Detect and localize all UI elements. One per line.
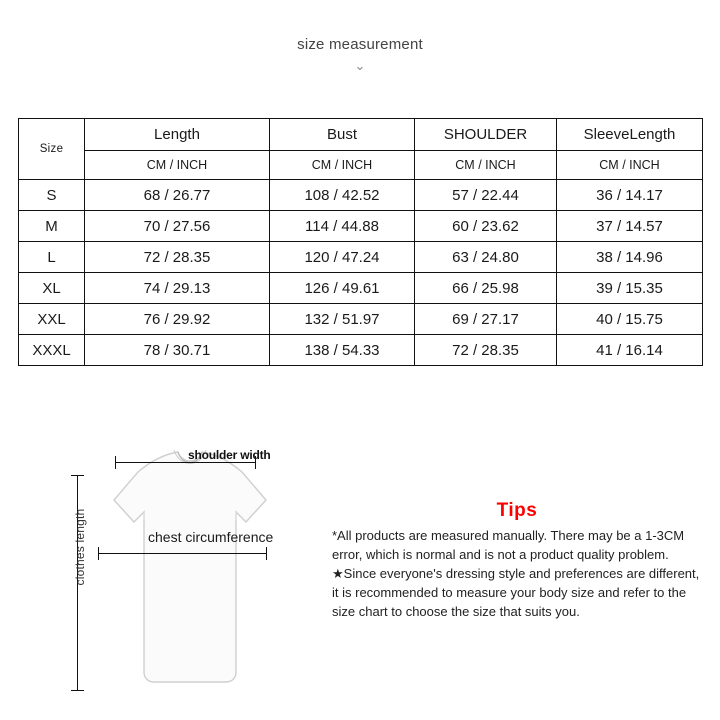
column-header-shoulder: SHOULDER — [415, 119, 557, 151]
cell-bust: 120 / 47.24 — [270, 242, 415, 273]
cell-bust: 132 / 51.97 — [270, 304, 415, 335]
table-row — [19, 180, 703, 211]
cell-length: 68 / 26.77 — [85, 180, 270, 211]
cell-bust: 114 / 44.88 — [270, 211, 415, 242]
table-row — [19, 273, 703, 304]
tips-title: Tips — [496, 500, 538, 521]
cell-sleeve: 41 / 16.14 — [557, 335, 703, 366]
chevron-down-icon: ⌄ — [354, 58, 366, 73]
table-row — [19, 335, 703, 366]
chest-circumference-label: chest circumference — [148, 529, 274, 545]
cell-bust: 138 / 54.33 — [270, 335, 415, 366]
cell-bust: 108 / 42.52 — [270, 180, 415, 211]
measurement-illustration-section — [0, 400, 720, 720]
table-header-unit-row — [19, 151, 703, 180]
unit-header-sleevelength: CM / INCH — [557, 151, 703, 180]
column-header-sleevelength: SleeveLength — [557, 119, 703, 151]
unit-header-bust: CM / INCH — [270, 151, 415, 180]
cell-bust: 126 / 49.61 — [270, 273, 415, 304]
cell-sleeve: 38 / 14.96 — [557, 242, 703, 273]
chest-tick-right — [266, 547, 267, 560]
chest-dimension-line — [98, 553, 266, 554]
table-row — [19, 304, 703, 335]
column-header-size: Size — [19, 119, 85, 180]
cell-size: M — [19, 211, 85, 242]
page-title: size measurement — [297, 36, 423, 53]
cell-size: L — [19, 242, 85, 273]
cell-shoulder: 66 / 25.98 — [415, 273, 557, 304]
column-header-length: Length — [85, 119, 270, 151]
length-tick-bottom — [71, 690, 84, 691]
cell-length: 74 / 29.13 — [85, 273, 270, 304]
shoulder-width-label: shoulder width — [188, 448, 271, 462]
unit-header-shoulder: CM / INCH — [415, 151, 557, 180]
cell-size: XXL — [19, 304, 85, 335]
cell-size: XXXL — [19, 335, 85, 366]
cell-size: S — [19, 180, 85, 211]
size-chart-table — [18, 118, 702, 366]
cell-length: 70 / 27.56 — [85, 211, 270, 242]
table-header-group-row — [19, 119, 703, 151]
cell-shoulder: 72 / 28.35 — [415, 335, 557, 366]
column-header-bust: Bust — [270, 119, 415, 151]
cell-sleeve: 37 / 14.57 — [557, 211, 703, 242]
table-row — [19, 242, 703, 273]
cell-shoulder: 57 / 22.44 — [415, 180, 557, 211]
cell-size: XL — [19, 273, 85, 304]
cell-length: 76 / 29.92 — [85, 304, 270, 335]
tips-section — [332, 500, 702, 621]
cell-sleeve: 39 / 15.35 — [557, 273, 703, 304]
cell-shoulder: 60 / 23.62 — [415, 211, 557, 242]
cell-sleeve: 40 / 15.75 — [557, 304, 703, 335]
cell-sleeve: 36 / 14.17 — [557, 180, 703, 211]
tips-body: *All products are measured manually. There may be a 1-3CM error, which is normal and is not a product quality problem. ★Since everyone's dressing style and preferences are different, it is recommended to measure your body size and refer to the size chart to choose the size that suits you. — [332, 528, 700, 619]
shoulder-dimension-line — [115, 462, 255, 463]
cell-shoulder: 63 / 24.80 — [415, 242, 557, 273]
page-header — [0, 0, 720, 72]
clothes-length-label: clothes length — [73, 508, 87, 586]
table-row — [19, 211, 703, 242]
cell-length: 72 / 28.35 — [85, 242, 270, 273]
unit-header-length: CM / INCH — [85, 151, 270, 180]
tshirt-diagram — [60, 420, 320, 700]
cell-shoulder: 69 / 27.17 — [415, 304, 557, 335]
cell-length: 78 / 30.71 — [85, 335, 270, 366]
